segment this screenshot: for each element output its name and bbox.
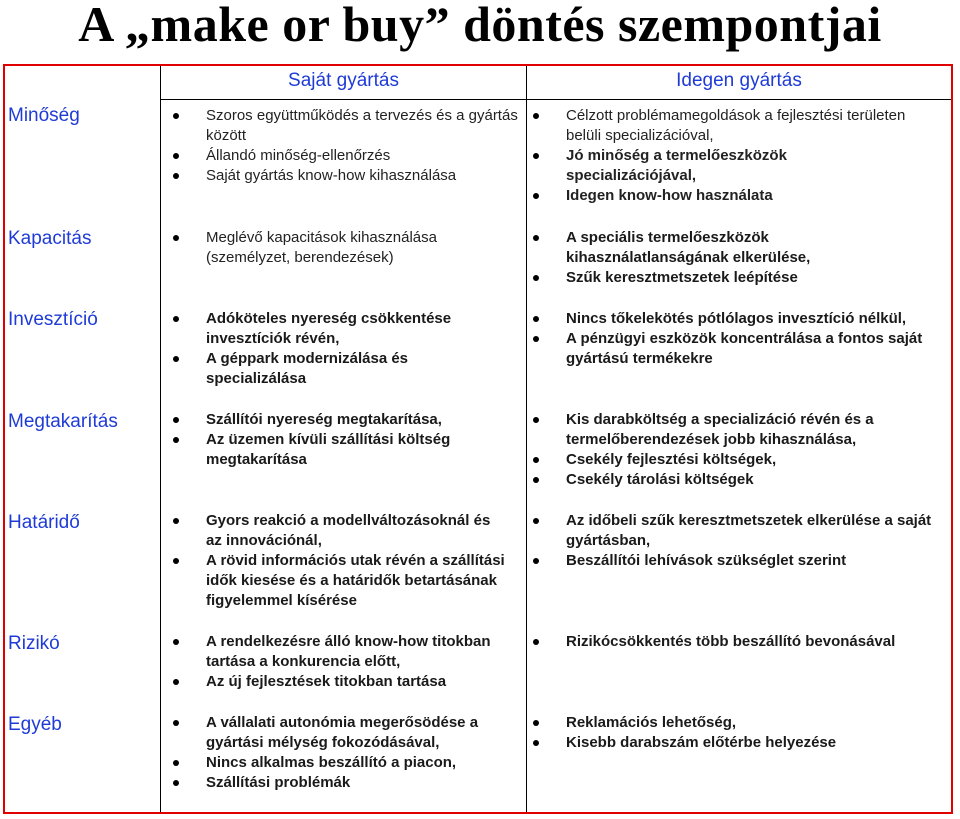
list-item: Szoros együttműködés a tervezés és a gyártás között xyxy=(167,106,522,146)
foreign-list xyxy=(527,511,947,571)
category-label: Egyéb xyxy=(8,714,62,735)
list-item: Az új fejlesztések titokban tartása xyxy=(167,672,507,692)
list-item: Csekély tárolási költségek xyxy=(527,470,927,490)
own-list xyxy=(167,228,507,268)
header-outsourcing: Idegen gyártás xyxy=(676,70,802,91)
column-divider-1 xyxy=(160,66,161,812)
list-item: Kis darabköltség a specializáció révén és a termelőberendezések jobb kihasználása, xyxy=(527,410,927,450)
list-item: A vállalati autonómia megerősödése a gyártási mélység fokozódásával, xyxy=(167,713,522,753)
list-item: Beszállítói lehívások szükséglet szerint xyxy=(527,551,947,571)
header-own-production: Saját gyártás xyxy=(288,70,399,91)
list-item: Az üzemen kívüli szállítási költség megtakarítása xyxy=(167,430,507,470)
own-list xyxy=(167,632,507,692)
category-label: Kapacitás xyxy=(8,228,92,249)
list-item: Adóköteles nyereség csökkentése invesztíciók révén, xyxy=(167,309,507,349)
list-item: Meglévő kapacitások kihasználása (személyzet, berendezések) xyxy=(167,228,507,268)
category-label: Megtakarítás xyxy=(8,411,118,432)
list-item: Rizikócsökkentés több beszállító bevonásával xyxy=(527,632,947,652)
category-label: Határidő xyxy=(8,512,80,533)
list-item: A pénzügyi eszközök koncentrálása a fontos saját gyártású termékekre xyxy=(527,329,937,369)
list-item: Idegen know-how használata xyxy=(527,186,907,206)
list-item: A géppark modernizálása és specializálása xyxy=(167,349,507,389)
list-item: Állandó minőség-ellenőrzés xyxy=(167,146,522,166)
list-item: Reklamációs lehetőség, xyxy=(527,713,927,733)
list-item: Gyors reakció a modellváltozásoknál és az innovációnál, xyxy=(167,511,507,551)
list-item: Nincs alkalmas beszállító a piacon, xyxy=(167,753,522,773)
list-item: A speciális termelőeszközök kihasználatlanságának elkerülése, xyxy=(527,228,887,268)
list-item: A rövid információs utak révén a szállítási idők kiesése és a határidők betartásának figyelemmel kísérése xyxy=(167,551,507,611)
list-item: Célzott problémamegoldások a fejlesztési területen belüli specializációval, xyxy=(527,106,907,146)
foreign-list xyxy=(527,309,937,369)
list-item: Csekély fejlesztési költségek, xyxy=(527,450,927,470)
list-item: Szállítási problémák xyxy=(167,773,522,793)
list-item: Jó minőség a termelőeszközök specializációjával, xyxy=(527,146,907,186)
own-list xyxy=(167,309,507,389)
category-label: Minőség xyxy=(8,105,80,126)
list-item: A rendelkezésre álló know-how titokban tartása a konkurencia előtt, xyxy=(167,632,507,672)
own-list xyxy=(167,410,507,470)
category-label: Rizikó xyxy=(8,633,60,654)
list-item: Szállítói nyereség megtakarítása, xyxy=(167,410,507,430)
list-item: Nincs tőkelekötés pótlólagos invesztíció nélkül, xyxy=(527,309,937,329)
own-list xyxy=(167,713,522,793)
list-item: Saját gyártás know-how kihasználása xyxy=(167,166,522,186)
page-title: A „make or buy” döntés szempontjai xyxy=(78,0,882,52)
list-item: Az időbeli szűk keresztmetszetek elkerülése a saját gyártásban, xyxy=(527,511,947,551)
list-item: Kisebb darabszám előtérbe helyezése xyxy=(527,733,927,753)
own-list xyxy=(167,511,507,611)
category-label: Invesztíció xyxy=(8,309,98,330)
header-divider xyxy=(160,99,951,100)
foreign-list xyxy=(527,713,927,753)
foreign-list xyxy=(527,632,947,652)
own-list xyxy=(167,106,522,186)
foreign-list xyxy=(527,106,907,206)
list-item: Szűk keresztmetszetek leépítése xyxy=(527,268,887,288)
foreign-list xyxy=(527,410,927,490)
foreign-list xyxy=(527,228,887,288)
